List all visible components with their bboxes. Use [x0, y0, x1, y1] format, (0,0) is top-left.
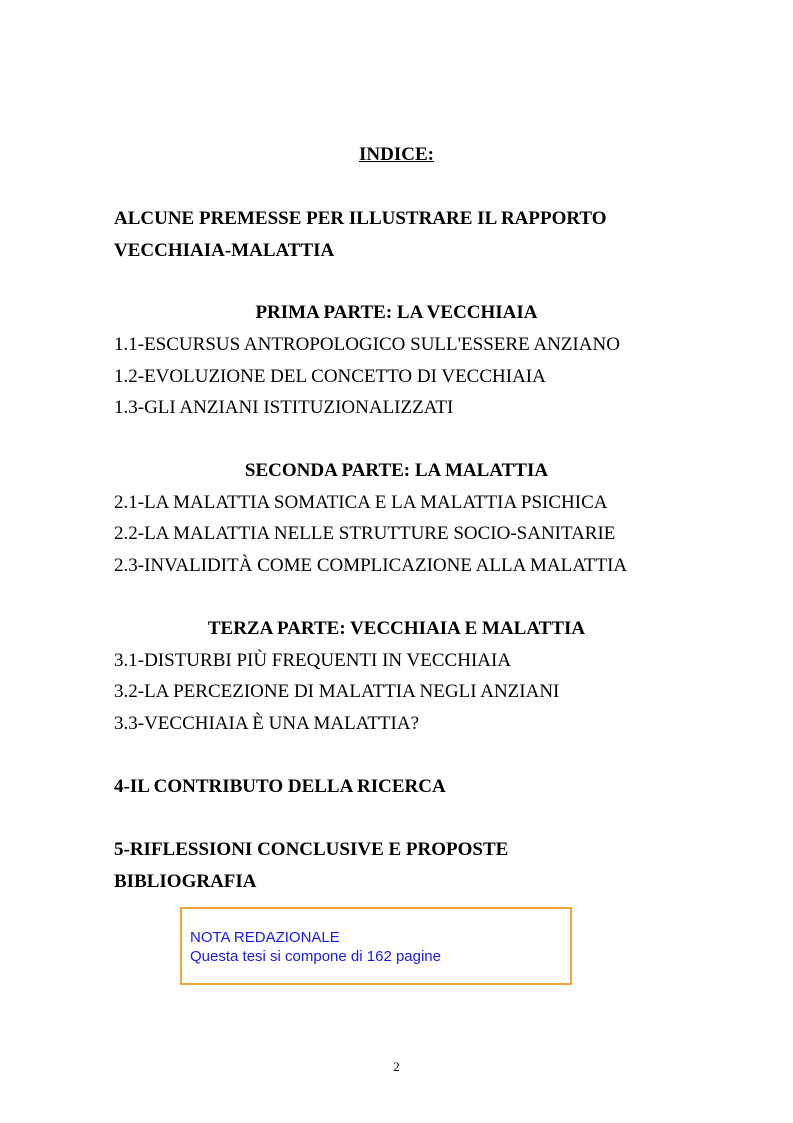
toc-item-3-2: 3.2-LA PERCEZIONE DI MALATTIA NEGLI ANZIANI	[114, 681, 560, 702]
toc-item-1-1: 1.1-ESCURSUS ANTROPOLOGICO SULL'ESSERE ANZIANO	[114, 334, 620, 355]
page-number: 2	[393, 1059, 400, 1074]
toc-item-1-3: 1.3-GLI ANZIANI ISTITUZIONALIZZATI	[114, 397, 454, 418]
part-2-heading: SECONDA PARTE: LA MALATTIA	[244, 460, 549, 481]
toc-section-5: 5-RIFLESSIONI CONCLUSIVE E PROPOSTE	[114, 839, 509, 860]
part-1-heading: PRIMA PARTE: LA VECCHIAIA	[255, 302, 538, 323]
toc-item-2-1: 2.1-LA MALATTIA SOMATICA E LA MALATTIA PSICHICA	[114, 492, 608, 513]
editorial-note-box	[180, 907, 572, 985]
part-3-heading: TERZA PARTE: VECCHIAIA E MALATTIA	[207, 618, 586, 639]
page-title: INDICE:	[359, 144, 434, 165]
editorial-note-heading: NOTA REDAZIONALE	[190, 929, 340, 946]
toc-item-2-2: 2.2-LA MALATTIA NELLE STRUTTURE SOCIO-SANITARIE	[114, 523, 616, 544]
toc-item-3-3: 3.3-VECCHIAIA È UNA MALATTIA?	[114, 713, 420, 734]
toc-bibliography: BIBLIOGRAFIA	[114, 871, 257, 892]
toc-intro-line-1: ALCUNE PREMESSE PER ILLUSTRARE IL RAPPORTO	[114, 208, 607, 229]
toc-item-2-3: 2.3-INVALIDITÀ COME COMPLICAZIONE ALLA MALATTIA	[114, 555, 628, 576]
toc-section-4: 4-IL CONTRIBUTO DELLA RICERCA	[114, 776, 446, 797]
toc-item-1-2: 1.2-EVOLUZIONE DEL CONCETTO DI VECCHIAIA	[114, 366, 546, 387]
toc-item-3-1: 3.1-DISTURBI PIÙ FREQUENTI IN VECCHIAIA	[114, 650, 512, 671]
toc-intro-line-2: VECCHIAIA-MALATTIA	[114, 240, 335, 261]
editorial-note-text: Questa tesi si compone di 162 pagine	[190, 948, 441, 965]
